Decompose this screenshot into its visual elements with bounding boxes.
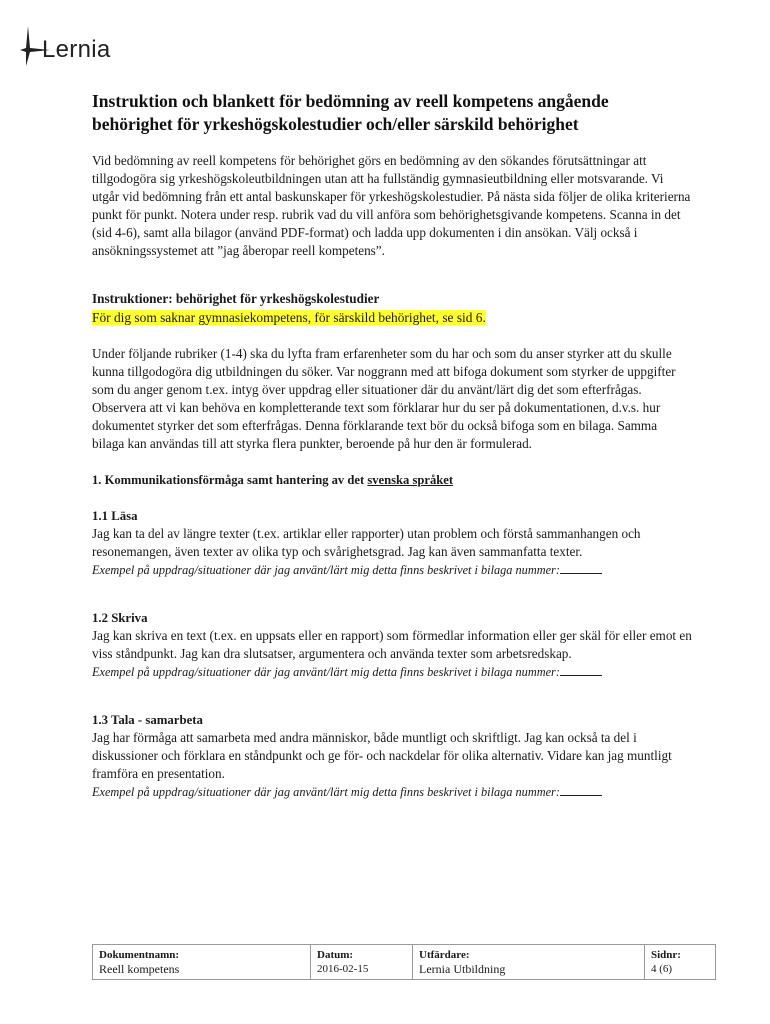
lernia-logo [20,18,130,66]
item-text: Jag har förmåga att samarbeta med andra människor, både muntligt och skriftligt. Jag kan också ta del i diskussioner och förklara en ståndpunkt och ge för- och nackdelar för olika alternativ. Vidare kan jag muntligt framföra en presentation. [92,730,672,781]
footer-date: Datum: 2016-02-15 [311,945,413,979]
item-1-2 [92,609,692,681]
instructions-heading: Instruktioner: behörighet för yrkeshögskolestudier [92,291,380,306]
item-title: 1.2 Skriva [92,611,148,625]
document-body [92,90,692,801]
item-example: Exempel på uppdrag/situationer där jag använt/lärt mig detta finns beskrivet i bilaga nummer: [92,783,692,801]
logo-wordmark: Lernia [42,36,111,63]
footer-page-number: Sidnr: 4 (6) [651,949,681,975]
item-text: Jag kan ta del av längre texter (t.ex. artiklar eller rapporter) utan problem och förstå sammanhangen och resonemangen, även texter av olika typ och svårighetsgrad. Jag kan även sammanfatta texter. [92,526,641,559]
document-footer-table [92,944,716,980]
footer-document-name: Dokumentnamn: Reell kompetens [93,945,311,979]
item-title: 1.1 Läsa [92,509,138,523]
instructions-body: Under följande rubriker (1-4) ska du lyfta fram erfarenheter som du har och som du anser styrker att du skulle kunna tillgodogöra dig utbildningen du söker. Var noggrann med att bifoga dokument som styrker de uppgifter som du anger genom t.ex. intyg över uppdrag eller situationer där du använt/lärt dig det som efterfrågas. Observera att vi kan behöva en kompletterande text som förklarar hur du ser på dokumentationen, d.v.s. hur dokumentet styrker det som efterfrågas. Denna förklarande text bör du också bifoga som en bilaga. Samma bilaga kan användas till att styrka flera punkter, beroende på hur den är formulerad. [92,346,676,451]
footer-issuer: Utfärdare: Lernia Utbildning [413,945,645,979]
item-text: Jag kan skriva en text (t.ex. en uppsats eller en rapport) som förmedlar information eller ger skäl för eller emot en viss ståndpunkt. Jag kan dra slutsatser, argumentera och använda texter som arbetsredskap. [92,628,692,661]
attachment-number-field[interactable] [560,784,602,796]
item-1-1 [92,507,692,579]
item-1-3 [92,711,692,801]
attachment-number-field[interactable] [560,664,602,676]
item-example: Exempel på uppdrag/situationer där jag använt/lärt mig detta finns beskrivet i bilaga nummer: [92,663,692,681]
attachment-number-field[interactable] [560,562,602,574]
highlighted-note: För dig som saknar gymnasiekompetens, för särskild behörighet, se sid 6. [92,310,486,325]
intro-paragraph: Vid bedömning av reell kompetens för behörighet görs en bedömning av den sökandes förutsättningar att tillgodogöra sig yrkeshögskoleutbildningen utan att ha fullständig gymnasieutbildning eller motsvarande. Vi utgår vid bedömning från ett antal baskunskaper för yrkeshögskolestudier. På nästa sida följer de olika kriterierna punkt för punkt. Notera under resp. rubrik vad du vill anföra som behörighetsgivande kompetens. Scanna in det (sid 4-6), samt alla bilagor (använd PDF-format) och ladda upp dokumenten i din ansökan. Välj också i ansökningssystemet att ”jag åberopar reell kompetens”. [92,153,691,258]
section-1-heading: 1. Kommunikationsförmåga samt hantering av det svenska språket [92,473,454,487]
document-title: Instruktion och blankett för bedömning av reell kompetens angående behörighet för yrkeshögskolestudier och/eller särskild behörighet [92,91,609,134]
item-example: Exempel på uppdrag/situationer där jag använt/lärt mig detta finns beskrivet i bilaga nummer: [92,561,692,579]
item-title: 1.3 Tala - samarbeta [92,713,203,727]
